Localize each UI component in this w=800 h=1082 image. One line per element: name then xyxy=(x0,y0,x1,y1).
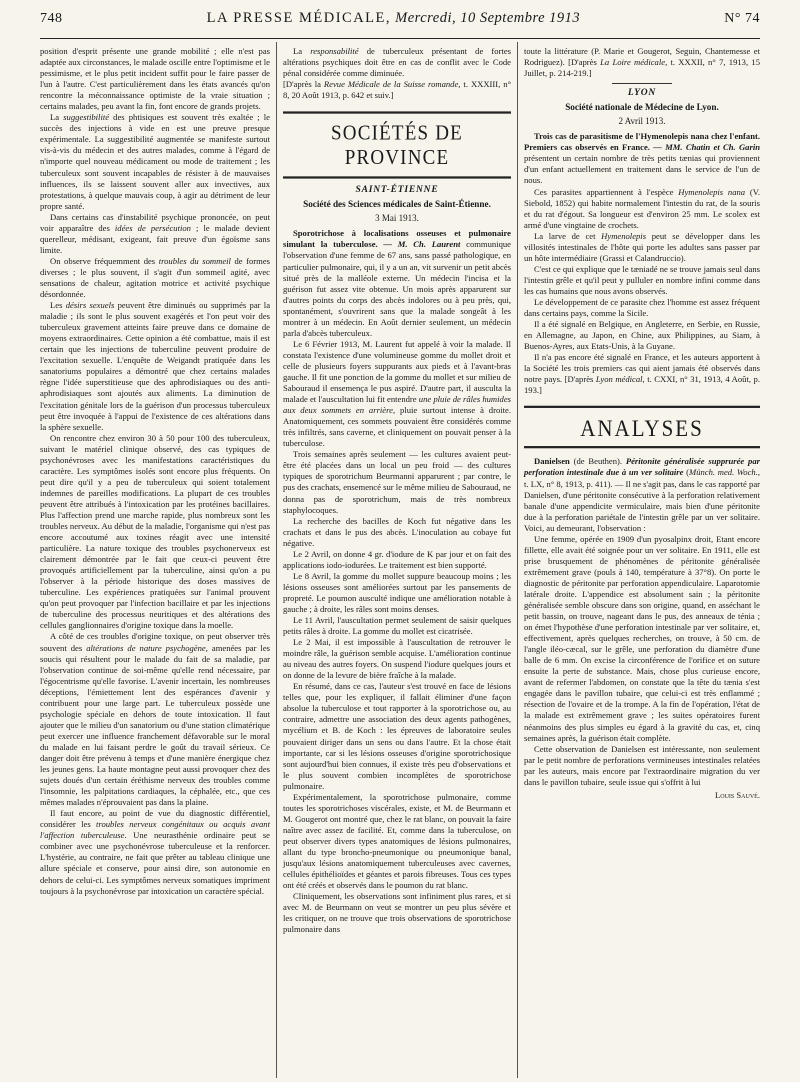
paragraph: position d'esprit présente une grande mobilité ; elle n'est pas adaptée aux circonstances, le malade oscille entre l'optimisme et le pessimisme, et le plus petit incident suffit pour le faire passer de l'un à l'autre. C'est particulièrement dans les états avancés qu'on rencontre la méconnaissance optimiste de la vraie situation ; certains malades, peu avant la fin, font encore de grands projets. xyxy=(40,46,270,112)
paragraph: La larve de cet Hymenolepis peut se développer dans les villosités intestinales de l'hôte qui porte les adultes sans passer par un hôte intermédiaire (Grassi et Calandruccio). xyxy=(524,230,760,263)
paragraph: Dans certains cas d'instabilité psychique prononcée, on peut voir apparaître des idées de persécution ; le malade devient querelleur, médisant, exigeant, fait preuve d'un égoïsme sans limite. xyxy=(40,211,270,255)
paragraph: toute la littérature (P. Marie et Gougerot, Seguin, Chantemesse et Rodriguez). [D'après La Loire médicale, t. XXXII, n° 7, 1913, 15 Juillet, p. 214-219.] xyxy=(524,46,760,79)
column-1 xyxy=(40,46,270,897)
session-date: 3 Mai 1913. xyxy=(375,213,419,224)
column-2 xyxy=(283,46,511,935)
running-header xyxy=(40,10,760,39)
session-date: 2 Avril 1913. xyxy=(618,116,666,127)
communication: Trois cas de parasitisme de l'Hymenolepis nana chez l'enfant. Premiers cas observés en France. — MM. Chatin et Ch. Garin présentent un certain nombre de très petits tænias qui proviennent d'un enfant actuellement en traitement dans le service de l'un de nous. xyxy=(524,131,760,186)
paragraph: Trois semaines après seulement — les cultures avaient peut-être été placées dans un local un peu froid — des cultures typiques de sporotrichum Beurmanni apparurent ; par contre, le pus des crachats, ensemencé sur le même milieu de Sabouraud, ne donna pas de sporotrichum, mais de très nombreux staphylocoques. xyxy=(283,449,511,515)
paragraph: On rencontre chez environ 30 à 50 pour 100 des tuberculeux, suivant le matériel clinique observé, des cas typiques de psychonévroses avec les manifestations caractéristiques du caractère. Les symptômes isolés sont encore plus fréquents. On peut dire qu'il y a peu de tuberculeux qui soient totalement indemnes de pareilles modifications. La plupart de ces troubles peuvent être attribués à l'intoxication par les protéines bacillaires. Plus l'affection prend une marche rapide, plus nombreux sont les troubles nerveux. Au début de la maladie, l'organisme qui n'est pas encore accoutumé aux toxines réagit avec une intensité particulière. La nature toxique des troubles psychonerveux est clairement démontrée par le fait que ceux-ci peuvent être provoqués artificiellement par la tuberculine, ainsi qu'on a pu l'observer à la période historique des doses massives de tuberculine. Les expériences pratiquées sur l'animal prouvent qu'on peut provoquer par l'infection bacillaire et par les injections de tuberculine des processus neuritiques et des altérations des cellules ganglionnaires d'origine toxique dans la moelle. xyxy=(40,432,270,631)
section-heading-societes: SOCIÉTÉS DE PROVINCE xyxy=(283,112,511,179)
city-heading: SAINT-ÉTIENNE xyxy=(355,185,439,196)
paragraph: Le 11 Avril, l'auscultation permet seulement de saisir quelques petits râles à droite. La gomme du mollet est cicatrisée. xyxy=(283,615,511,637)
paragraph: On observe fréquemment des troubles du sommeil de formes diverses ; le plus souvent, il s'agit d'un sommeil agité, avec sensations de chaleur, agitation motrice et activité psychique désordonnée. xyxy=(40,255,271,300)
paragraph: La suggestibilité des phtisiques est souvent très exaltée ; le succès des injections à vide en est une preuve presque expérimentale. La suggestibilité augmentée se manifeste surtout vis-à-vis du médecin et des autres malades, comme à l'égard de n'importe quel nouveau médicament ou mode de traitement ; les tuberculeux sont souvent incapables de résister à de mauvaises influences, ils se laissent souvent aller aux invectives, aux protestations, à quelque mauvais coup, à agir au détriment de leur propre santé. xyxy=(40,112,270,211)
paragraph: Il faut encore, au point de vue du diagnostic différentiel, considérer les troubles nerveux congénitaux ou acquis avant l'affection tuberculeuse. Une neurasthénie ordinaire peut se combiner avec une psychonévrose tuberculeuse et la renforcer. L'hystérie, au contraire, ne fait que prêter au tableau clinique une allure spéciale et conserve, pour ainsi dire, son autonomie en dehors de celui-ci. Les symptômes nerveux somatiques impriment toujours à la psychonévrose par intoxication un caractère spécial. xyxy=(40,808,270,896)
paragraph: Le 6 Février 1913, M. Laurent fut appelé à voir la malade. Il constata l'existence d'une volumineuse gomme du mollet droit et celle de plusieurs foyers suppurants aux pieds et à l'avant-bras gauche. Il fit une ponction de la gomme du mollet et sur milieu de Sabouraud il ensemença le pus aspiré. D'autre part, il ausculta la malade et l'auscultation lui fit entendre une pluie de râles humides aux deux sommets en arrière, pluie surtout intense à droite. Anatomiquement, ces sommets pouvaient être considérés comme très infiltrés, sans caverne, et cliniquement on pouvait penser à la tuberculose. xyxy=(283,338,512,449)
column-3 xyxy=(524,46,760,801)
column-rule xyxy=(517,42,518,1078)
paragraph: Cette observation de Danielsen est intéressante, non seulement par le petit nombre de perforations vermineuses intestinales relatées par les auteurs, mais encore par l'extraordinaire migration du ver dans le pavillon tubaire, seule issue qui s'offrit à lui xyxy=(524,743,760,787)
paragraph: Cliniquement, les observations sont infiniment plus rares, et si avec M. de Beurmann on veut se montrer un peu plus sévère et les critiquer, on ne trouve que trois observations de sporotrichose pulmonaire dans xyxy=(283,891,511,935)
paragraph: Une femme, opérée en 1909 d'un pyosalpinx droit, Etant encore fillette, elle avait été soignée pour un ver solitaire. En 1911, elle est prise brusquement de phénomènes de péritonite généralisée extrêmement grave (pouls à 140, température à 37°8). On porte le diagnostic de péritonite par perforation appendiculaire. Laparotomie latérale droite. L'appendice est absolument sain ; la péritonite généralisée semble obscure dans son origine, quand, en asséchant le petit bassin, on trouve, nageant dans le pus, des anneaux de ténia ; on émet l'hypothèse d'une perforation intestinale par ver solitaire, et, effectivement, après quelques recherches, on trouve, à 50 cm. de l'angle iléo-cæcal, sur le grêle, une perforation du diamètre d'une balle de 6 mm. On excise la circonférence de l'orifice et on suture ensuite la perte de substance. Mais, chose plus curieuse encore, avant de refermer l'abdomen, on constate que la tête du tænia s'est engagée dans le pavillon tubaire, que celui-ci est très enflammé ; résection de l'ovaire et de la trompe. A la fin de l'opération, l'état de la malade est extrêmement grave ; les suites opératoires furent néanmoins des plus simples eu égard à la gravité du cas, et, cinq semaines après, la guérison était complète. xyxy=(524,533,760,743)
paper-name: LA PRESSE MÉDICALE, xyxy=(206,10,391,26)
section-heading-analyses: ANALYSES xyxy=(524,406,760,449)
page-number: 748 xyxy=(40,11,63,26)
paragraph: La responsabilité de tuberculeux présentant de fortes altérations psychiques doit être en cas de conflit avec le Code pénal considérée comme diminuée. xyxy=(283,46,511,79)
society-heading: Société des Sciences médicales de Saint-Étienne. xyxy=(303,199,491,210)
paragraph: Les désirs sexuels peuvent être diminués ou supprimés par la maladie ; ils sont le plus souvent exagérés et l'on peut voir des tuberculeux gravement atteints faire preuve dans ce domaine de moyens extraordinaires. Cette opinion a été combattue, mais il est certain que les injections de tuberculine peuvent produire de l'excitation sexuelle. L'enquête de Weigandt pratiquée dans les sanatoriums populaires a démontré que chez certains malades règne l'idée superstitieuse que des aphrodisiaques ou des anti-aphrodisiaques sont ajoutés aux aliments. La diminution de l'excitation génitale lors de la guérison d'un processus tuberculeux peut être invoquée à l'appui de l'existence de ces altérations dans la sphère sexuelle. xyxy=(40,300,271,432)
issue-date: Mercredi, 10 Septembre 1913 xyxy=(395,10,581,26)
paragraph: Il a été signalé en Belgique, en Angleterre, en Serbie, en Russie, en Allemagne, au Japon, en Chine, aux Philippines, au Siam, à Buenos-Ayres, aux Etats-Unis, à la Guyane. xyxy=(524,319,760,352)
communication: Sporotrichose à localisations osseuses et pulmonaire simulant la tuberculose. — M. Ch. Laurent communique l'observation d'une femme de 67 ans, sans passé pathologique, en particulier pulmonaire, qui, il y a un an, vit survenir un petit abcès situé près de la malléole externe. Un médecin l'incisa et la guérison fut assez vite obtenue. Un mois après apparurent sur d'autres points du corps des abcès indolores ou à peu près, qui, spontanément, s'ouvrirent sans que la malade songeât à les montrer à un médecin. En Août dernier seulement, un médecin parla d'abcès tuberculeux. xyxy=(283,228,511,338)
divider xyxy=(612,83,672,84)
paragraph: Le 2 Avril, on donne 4 gr. d'iodure de K par jour et on fait des applications iodo-iodurées. Le traitement est bien supporté. xyxy=(283,548,511,570)
paragraph: Il n'a pas encore été signalé en France, et les auteurs apportent à la Société les trois premiers cas qui aient jamais été observés dans notre pays. [D'après Lyon médical, t. CXXI, n° 31, 1913, 4 Août, p. 193.] xyxy=(524,352,760,396)
paragraph: Ces parasites appartiennent à l'espèce Hymenolepis nana (V. Siebold, 1852) qui habite normalement l'intestin du rat, de la souris et du rat d'égout. Sa longueur est d'environ 25 mm. Le scolex est armé d'une vingtaine de crochets. xyxy=(524,186,760,230)
paragraph: Le 2 Mai, il est impossible à l'auscultation de retrouver le moindre râle, la guérison semble acquise. L'amélioration continue au niveau des autres foyers. On suspend l'iodure quelques jours et on donne de la levure de bière fraîche à la malade. xyxy=(283,637,511,681)
paragraph: Le développement de ce parasite chez l'homme est assez fréquent dans certains pays, comme la Sicile. xyxy=(524,296,760,319)
society-heading: Société nationale de Médecine de Lyon. xyxy=(565,102,719,113)
paragraph: Expérimentalement, la sporotrichose pulmonaire, comme toutes les sporotrichoses viscérales, existe, et M. de Beurmann et M. Gougerot ont montré que, chez le rat blanc, on pouvait la faire naître avec assez de facilité. Et, comme dans la tuberculose, on peut observer divers types anatomiques de lésions pulmonaires, allant du type broncho-pneumonique ou pneumonique banal, jusqu'aux lésions anatomiquement tuberculeuses avec cavernes, cellules épithélioïdes et géantes et parois fibreuses. Tous ces types ont été créés et observés dans le poumon du rat blanc. xyxy=(283,791,511,891)
column-rule xyxy=(276,42,277,1078)
paragraph: La recherche des bacilles de Koch fut négative dans les crachats et dans le pus des abcès. L'inoculation au cobaye fut négative. xyxy=(283,515,511,548)
issue-number: N° 74 xyxy=(724,11,760,26)
paragraph: En résumé, dans ce cas, l'auteur s'est trouvé en face de lésions telles que, pour les expliquer, il fallait éliminer d'une façon absolue la tuberculose et tout rapporter à la sporotrichose ou, au contraire, admettre une association des deux agents pathogènes, mycélium et B. de Koch : les épreuves de laboratoire seules pouvaient diriger dans un sens ou dans l'autre. Et la chose était importante, car si les lésions osseuses d'origine sporotrichosique sont aujourd'hui bien connues, il existe très peu d'observations et le plus souvent combien incomplètes de sporotrichose pulmonaire. xyxy=(283,681,511,791)
paragraph: Le 8 Avril, la gomme du mollet suppure beaucoup moins ; les lésions osseuses sont améliorées surtout par les pansements de propreté. Le poumon ausculté indique une amélioration notable à gauche ; à droite, les râles sont moins denses. xyxy=(283,570,511,614)
paragraph: A côté de ces troubles d'origine toxique, on peut observer très souvent des altérations de nature psychogène, amenées par les soucis qui résultent pour le malade du fait de sa maladie, par l'observation continue de soi-même qu'elle rend nécessaire, par l'égocentrisme qu'elle favorise. L'avenir incertain, les nombreuses déceptions, l'émiettement lent des espérances d'avenir y contribuent pour une large part. Le tuberculeux possède une psychologie spéciale en dehors de toute intoxication. Il faut ajouter que le milieu d'un sanatorium ou d'une station climatérique peut exercer une influence franchement défavorable sur le moral du malade en lui faisant perdre le goût du travail sérieux. Ce danger doit être prévenu à temps et d'une manière énergique chez les jeunes gens. La haute montagne peut aussi provoquer chez des sujets doués d'un certain éréthisme nerveux des troubles comme l'insomnie, les palpitations cardiaques, la céphalée, etc., que ces mêmes malades n'éprouvaient pas dans la plaine. xyxy=(40,631,270,808)
masthead xyxy=(207,10,581,27)
city-heading: LYON xyxy=(627,88,657,99)
paragraph: C'est ce qui explique que le tæniadé ne se trouve jamais seul dans l'intestin grêle et qu'il peut y pulluler en nombre infini comme dans les cas humains que nous avons observés. xyxy=(524,263,760,296)
analysis-entry: Danielsen (de Beuthen). Péritonite généralisée supprurée par perforation intestinale due à un ver solitaire (Münch. med. Woch., t. LX, n° 8, 1913, p. 411). — Il ne s'agit pas, dans le cas rapporté par Danielsen, d'une péritonite consécutive à la perforation relativement banale d'une appendicite vermiculaire, mais bien d'une péritonite due à la perforation pariétale de l'intestin grêle par un ver solitaire. Voici, au demeurant, l'observation : xyxy=(524,456,761,533)
author-signature: Louis Sauvé. xyxy=(715,789,760,800)
reference: [D'après la Revue Médicale de la Suisse romande, t. XXXIII, n° 8, 20 Août 1913, p. 642 et suiv.] xyxy=(283,79,512,101)
